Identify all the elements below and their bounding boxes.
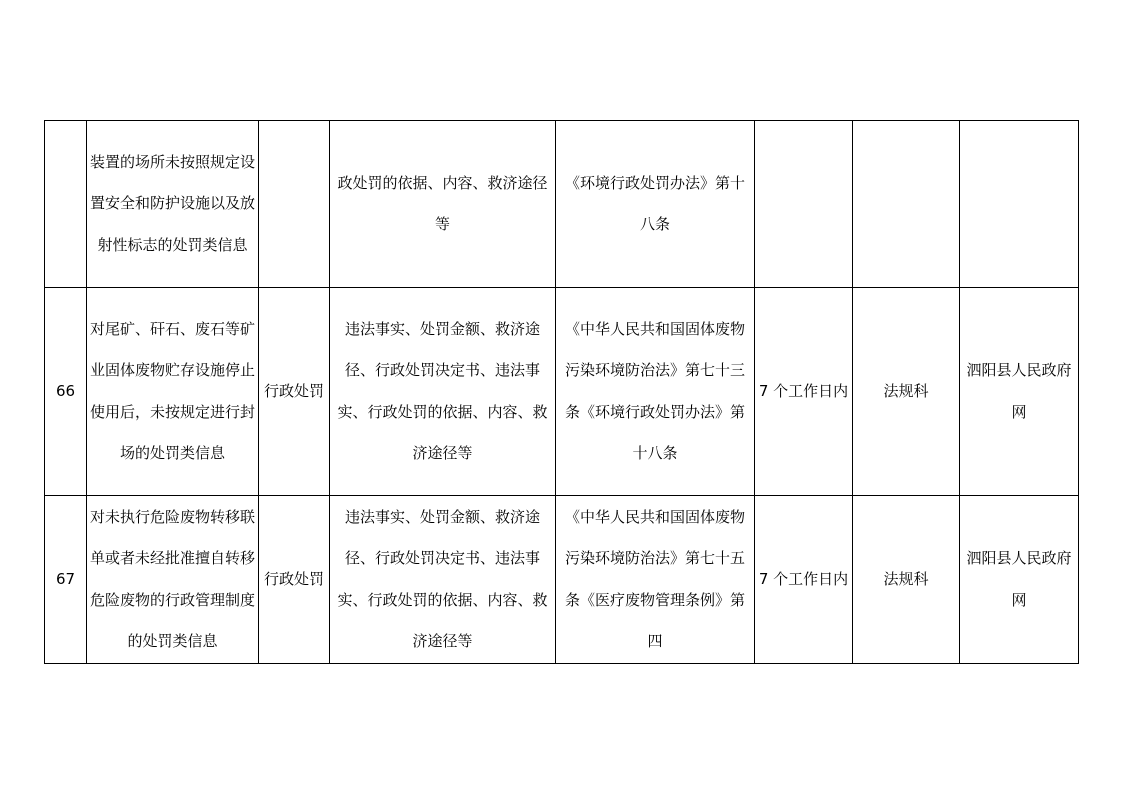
period-cell <box>755 121 853 288</box>
content-cell: 违法事实、处罚金额、救济途径、行政处罚决定书、违法事实、行政处罚的依据、内容、救济途径等 <box>330 496 556 664</box>
department-cell: 法规科 <box>853 288 960 496</box>
category-cell: 行政处罚 <box>259 496 330 664</box>
table-row <box>45 121 1079 288</box>
row-number-cell: 66 <box>45 288 87 496</box>
period-cell: 7 个工作日内 <box>755 288 853 496</box>
content-cell: 违法事实、处罚金额、救济途径、行政处罚决定书、违法事实、行政处罚的依据、内容、救济途径等 <box>330 288 556 496</box>
channel-cell <box>960 121 1079 288</box>
table-row <box>45 496 1079 664</box>
category-cell: 行政处罚 <box>259 288 330 496</box>
content-cell: 政处罚的依据、内容、救济途径等 <box>330 121 556 288</box>
basis-cell: 《中华人民共和国固体废物污染环境防治法》第七十三条《环境行政处罚办法》第十八条 <box>556 288 755 496</box>
item-cell: 对未执行危险废物转移联单或者未经批准擅自转移危险废物的行政管理制度的处罚类信息 <box>87 496 259 664</box>
channel-cell: 泗阳县人民政府网 <box>960 496 1079 664</box>
basis-cell: 《中华人民共和国固体废物污染环境防治法》第七十五条《医疗废物管理条例》第四 <box>556 496 755 664</box>
table-row <box>45 288 1079 496</box>
department-cell <box>853 121 960 288</box>
period-cell: 7 个工作日内 <box>755 496 853 664</box>
item-cell: 对尾矿、矸石、废石等矿业固体废物贮存设施停止使用后，未按规定进行封场的处罚类信息 <box>87 288 259 496</box>
item-cell: 装置的场所未按照规定设置安全和防护设施以及放射性标志的处罚类信息 <box>87 121 259 288</box>
category-cell <box>259 121 330 288</box>
basis-cell: 《环境行政处罚办法》第十八条 <box>556 121 755 288</box>
department-cell: 法规科 <box>853 496 960 664</box>
row-number-cell: 67 <box>45 496 87 664</box>
channel-cell: 泗阳县人民政府网 <box>960 288 1079 496</box>
disclosure-table <box>44 120 1079 664</box>
row-number-cell <box>45 121 87 288</box>
